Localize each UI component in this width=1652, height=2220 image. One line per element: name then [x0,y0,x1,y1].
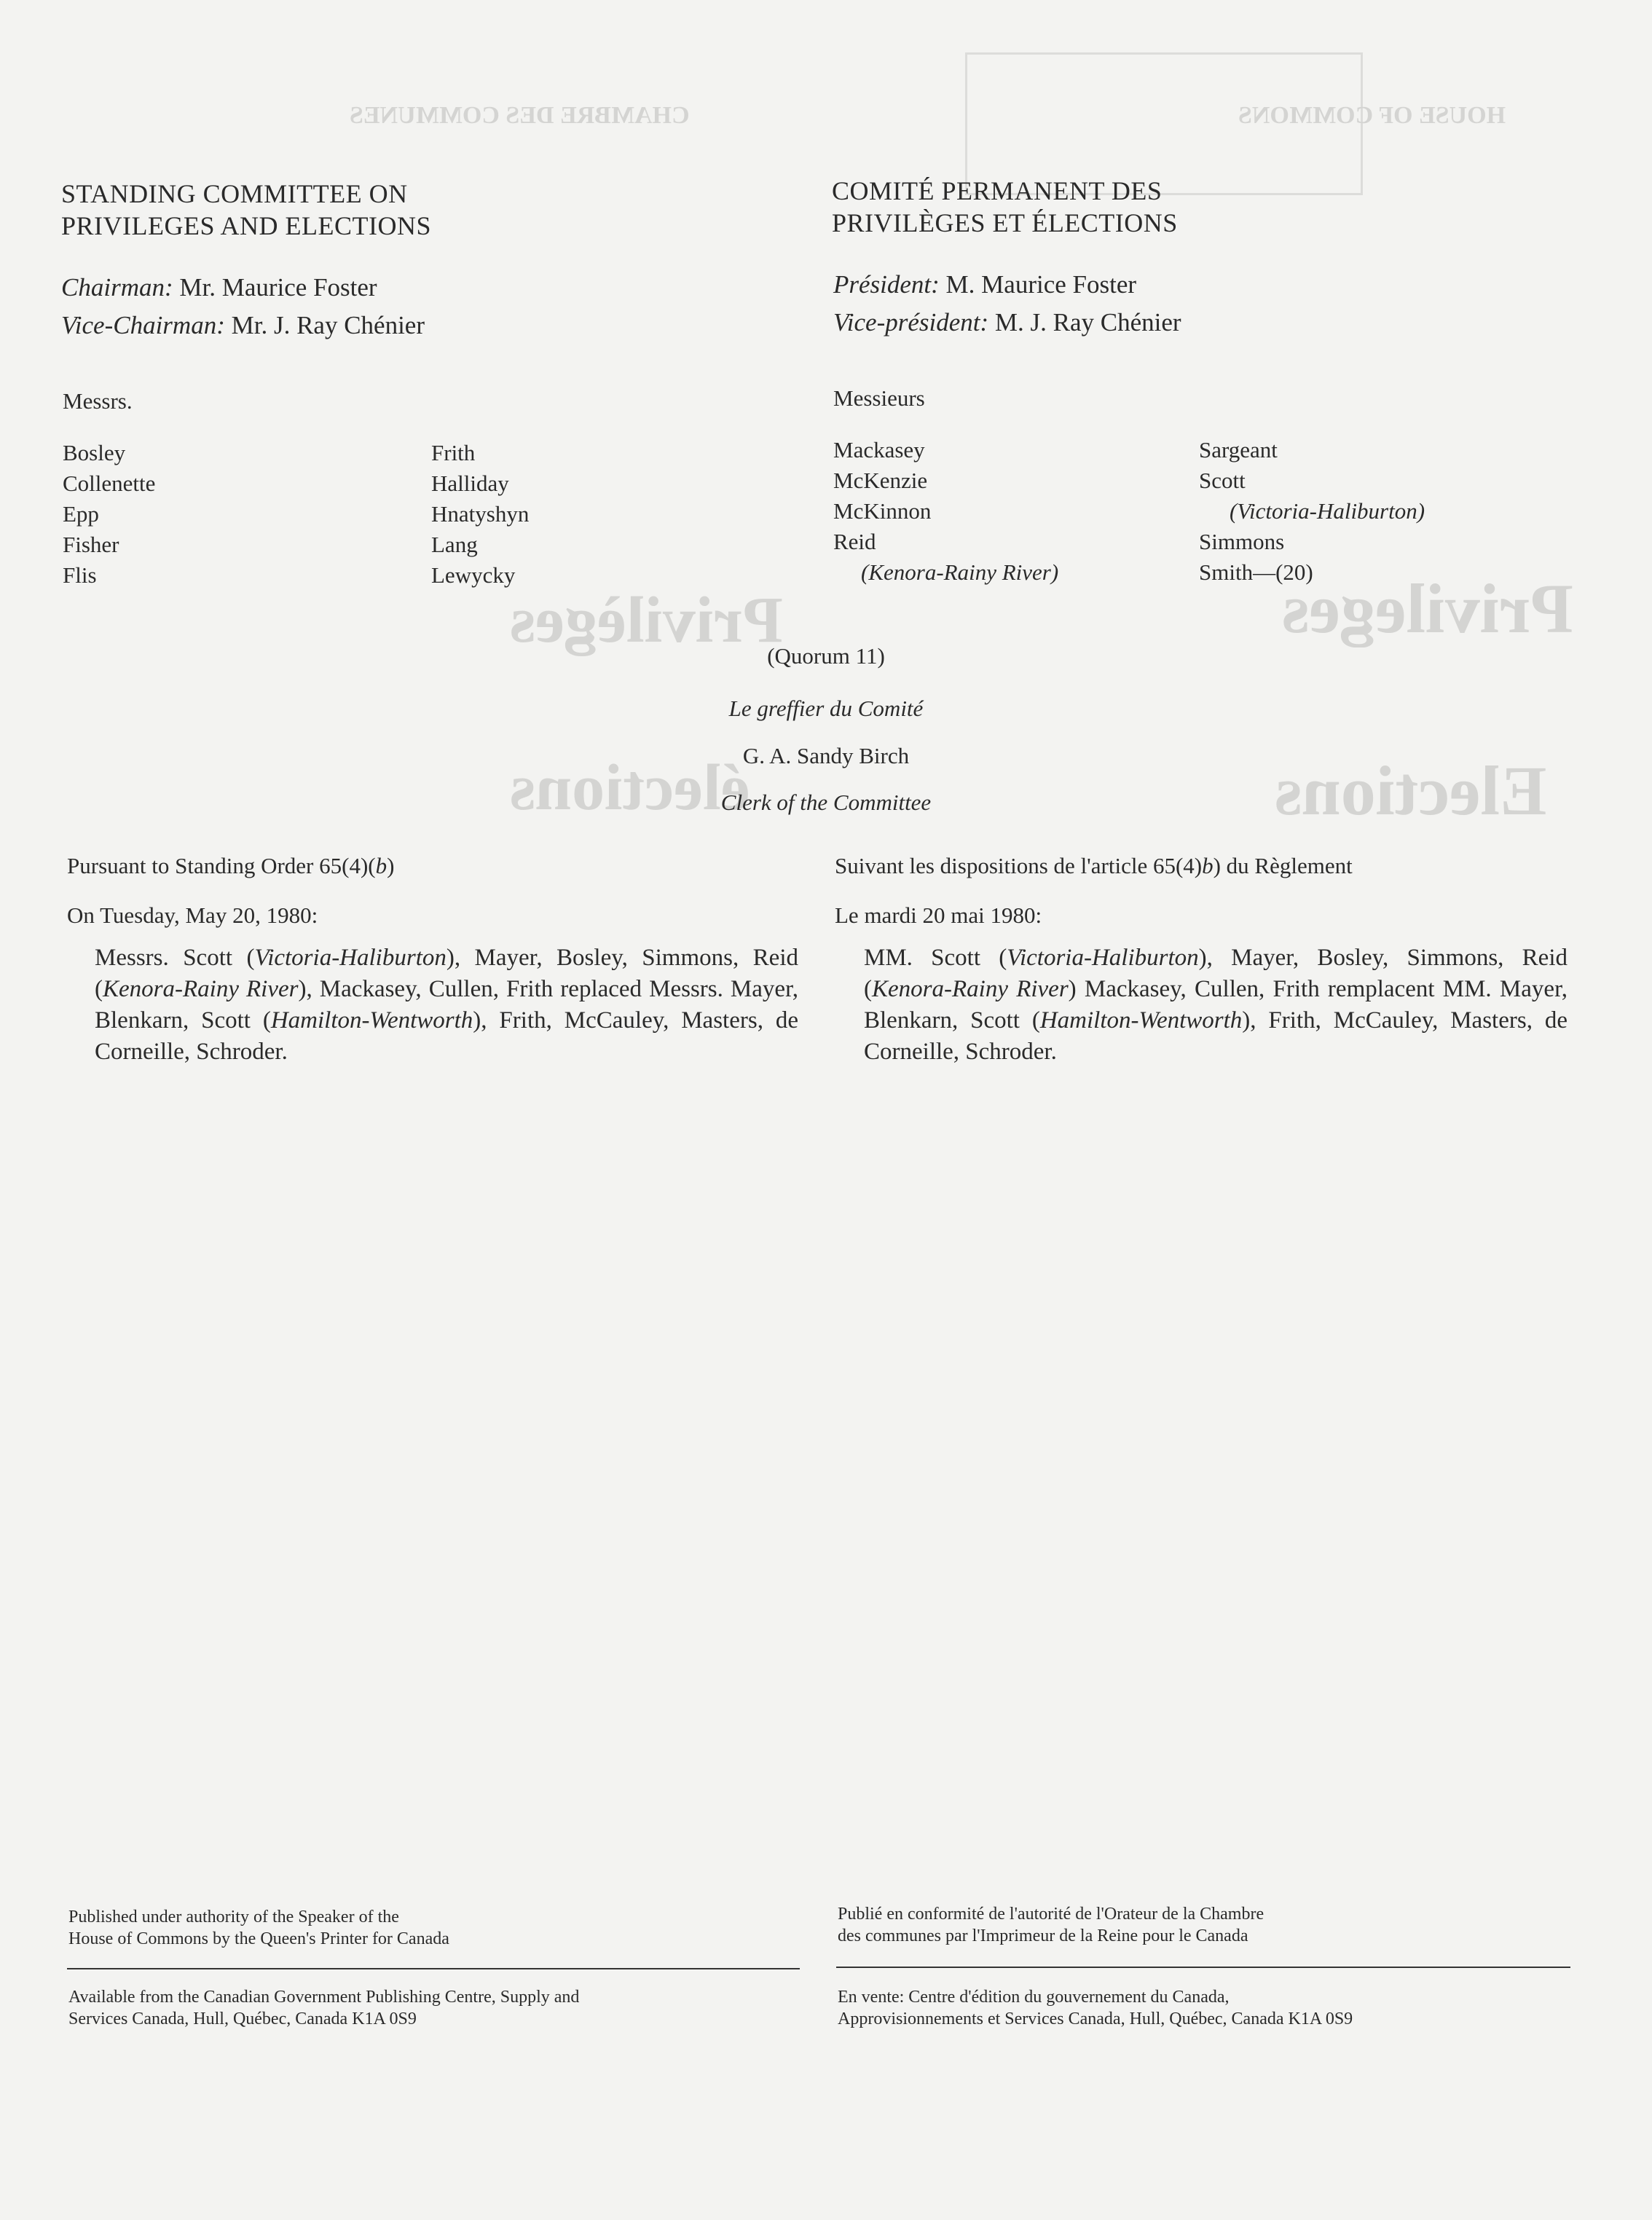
list-item: (Victoria-Haliburton) [1230,498,1425,524]
date-en: On Tuesday, May 20, 1980: [67,902,318,928]
members-list-en-col1 [63,438,155,591]
clerk-name: G. A. Sandy Birch [742,743,910,768]
list-item: Reid [833,529,876,554]
members-label-fr: Messieurs [833,385,925,411]
clerk-title-fr: Le greffier du Comité [728,696,924,721]
list-item: Sargeant [1199,437,1278,462]
quorum: (Quorum 11) [767,643,885,669]
bleedthrough-privileges-fr: Privilèges [510,584,783,656]
vice-chairman-line: Vice-Chairman: Mr. J. Ray Chénier [61,311,425,339]
membership-change-en: Messrs. Scott (Victoria-Haliburton), Mayer, Bosley, Simmons, Reid (Kenora-Rainy River), Mackasey, Cullen, Frith replaced Messrs. Mayer, Blenkarn, Scott (Hamilton-Wentworth), Frith, McCauley, Masters, de Corneille, Schroder. [95,945,798,1065]
list-item: Lang [431,532,478,557]
standing-order-en: Pursuant to Standing Order 65(4)(b) [67,853,395,878]
list-item: Frith [431,440,476,465]
chairman-line: Chairman: Mr. Maurice Foster [61,273,377,302]
bleedthrough-elections-fr: élections [510,752,750,824]
clerk-title-en: Clerk of the Committee [720,790,932,815]
bleedthrough-header-en: HOUSE OF COMMONS [1238,102,1506,129]
divider [836,1967,1570,1968]
list-item: Lewycky [431,562,516,588]
bleedthrough-elections: Elections [1275,752,1547,830]
list-item: Fisher [63,532,119,557]
members-list-en-col2 [431,438,529,591]
committee-title-en: STANDING COMMITTEE ON PRIVILEGES AND ELECTIONS [61,179,431,240]
list-item: Scott [1199,468,1246,493]
list-item: Halliday [431,471,509,496]
list-item: Epp [63,501,99,527]
list-item: Mackasey [833,437,925,462]
list-item: McKinnon [833,498,932,524]
members-list-fr-col1 [833,435,1058,588]
list-item: Simmons [1199,529,1285,554]
list-item: McKenzie [833,468,928,493]
publication-note-fr: Publié en conformité de l'autorité de l'Orateur de la Chambre des communes par l'Imprimeur de la Reine pour le Canada [838,1905,1264,1945]
availability-note-fr: En vente: Centre d'édition du gouvernement du Canada, Approvisionnements et Services Canada, Hull, Québec, Canada K1A 0S9 [838,1988,1353,2028]
publication-note-en: Published under authority of the Speaker of the House of Commons by the Queen's Printer for Canada [68,1908,449,1948]
availability-note-en: Available from the Canadian Government Publishing Centre, Supply and Services Canada, Hull, Québec, Canada K1A 0S9 [68,1988,580,2028]
divider [67,1968,800,1969]
list-item: Collenette [63,471,156,496]
president-line: Président: M. Maurice Foster [833,270,1137,299]
list-item: Hnatyshyn [431,501,530,527]
date-fr: Le mardi 20 mai 1980: [835,902,1042,928]
members-label-en: Messrs. [63,388,133,414]
vice-president-line: Vice-président: M. J. Ray Chénier [833,308,1181,336]
list-item: Flis [63,562,97,588]
list-item: Bosley [63,440,126,465]
committee-title-fr: COMITÉ PERMANENT DES PRIVILÈGES ET ÉLECTIONS [832,176,1178,237]
list-item: (Kenora-Rainy River) [861,559,1059,585]
standing-order-fr: Suivant les dispositions de l'article 65(4)b) du Règlement [835,853,1353,878]
bleedthrough-header: CHAMBRE DES COMMUNES [350,102,690,129]
list-item: Smith—(20) [1199,559,1313,585]
bleedthrough-privileges: Privileges [1282,570,1573,648]
membership-change-fr: MM. Scott (Victoria-Haliburton), Mayer, Bosley, Simmons, Reid (Kenora-Rainy River) Mackasey, Cullen, Frith remplacent MM. Mayer, Blenkarn, Scott (Hamilton-Wentworth), Frith, McCauley, Masters, de Corneille, Schroder. [864,945,1568,1065]
members-list-fr-col2 [1199,435,1425,588]
